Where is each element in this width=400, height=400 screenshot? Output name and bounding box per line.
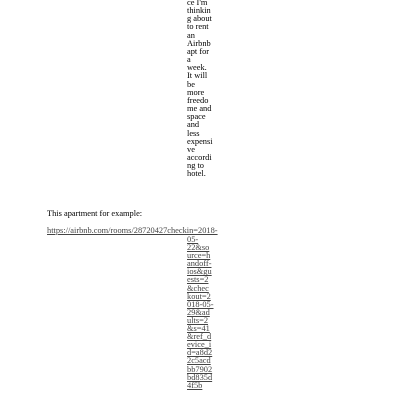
link-line[interactable]: ults=2	[187, 316, 209, 325]
link-line[interactable]: 05-	[187, 236, 199, 244]
link-line[interactable]: ios&gu	[187, 268, 212, 277]
message-line: week.	[187, 64, 207, 73]
message-line: be	[187, 80, 195, 89]
link-line[interactable]: 4f5b	[187, 381, 203, 390]
message-line: space	[187, 113, 206, 122]
link-line[interactable]: evice_i	[187, 341, 212, 350]
link-line[interactable]: &chec	[187, 284, 209, 293]
message-text-column	[187, 0, 213, 178]
message-line: hotel.	[187, 170, 206, 179]
message-line: ce I'm	[187, 0, 208, 7]
message-line: a	[187, 56, 191, 65]
link-line[interactable]: andoff-	[187, 260, 212, 269]
link-line[interactable]: urce=h	[187, 252, 211, 261]
message-line: accordi	[187, 153, 212, 162]
airbnb-link-continuation[interactable]	[187, 236, 217, 390]
message-line: Airbnb	[187, 39, 211, 48]
message-line: ng to	[187, 162, 204, 171]
message-line: more	[187, 88, 205, 97]
message-line: expensi	[187, 137, 213, 146]
message-line: to rent	[187, 23, 209, 32]
message-line: thinkin	[187, 7, 211, 16]
link-line[interactable]: 22&so	[187, 244, 210, 253]
message-line: g about	[187, 15, 212, 24]
airbnb-link[interactable]: https://airbnb.com/rooms/28720427checkin=2018-	[47, 226, 218, 235]
message-line: me and	[187, 105, 212, 114]
message-line: an	[187, 31, 195, 40]
link-line[interactable]: d=a8d2	[187, 349, 213, 358]
link-line[interactable]: bd835d	[187, 373, 213, 382]
link-line[interactable]: ests=2	[187, 276, 209, 285]
link-line[interactable]: 018-05-	[187, 300, 214, 309]
message-line: freedo	[187, 96, 209, 105]
link-line[interactable]: &s=41	[187, 325, 210, 334]
link-line[interactable]: &ref_d	[187, 333, 212, 342]
message-line: apt for	[187, 47, 210, 56]
message-line: and	[187, 121, 200, 130]
message-line: ve	[187, 145, 195, 154]
link-line[interactable]: 29&ad	[187, 308, 210, 317]
example-intro-text: This apartment for example:	[47, 209, 143, 218]
link-line[interactable]: bb7902	[187, 365, 213, 374]
link-line[interactable]: 2c5acd	[187, 357, 211, 366]
link-line[interactable]: kout=2	[187, 292, 211, 301]
message-line: It will	[187, 72, 208, 81]
message-line: less	[187, 129, 200, 138]
